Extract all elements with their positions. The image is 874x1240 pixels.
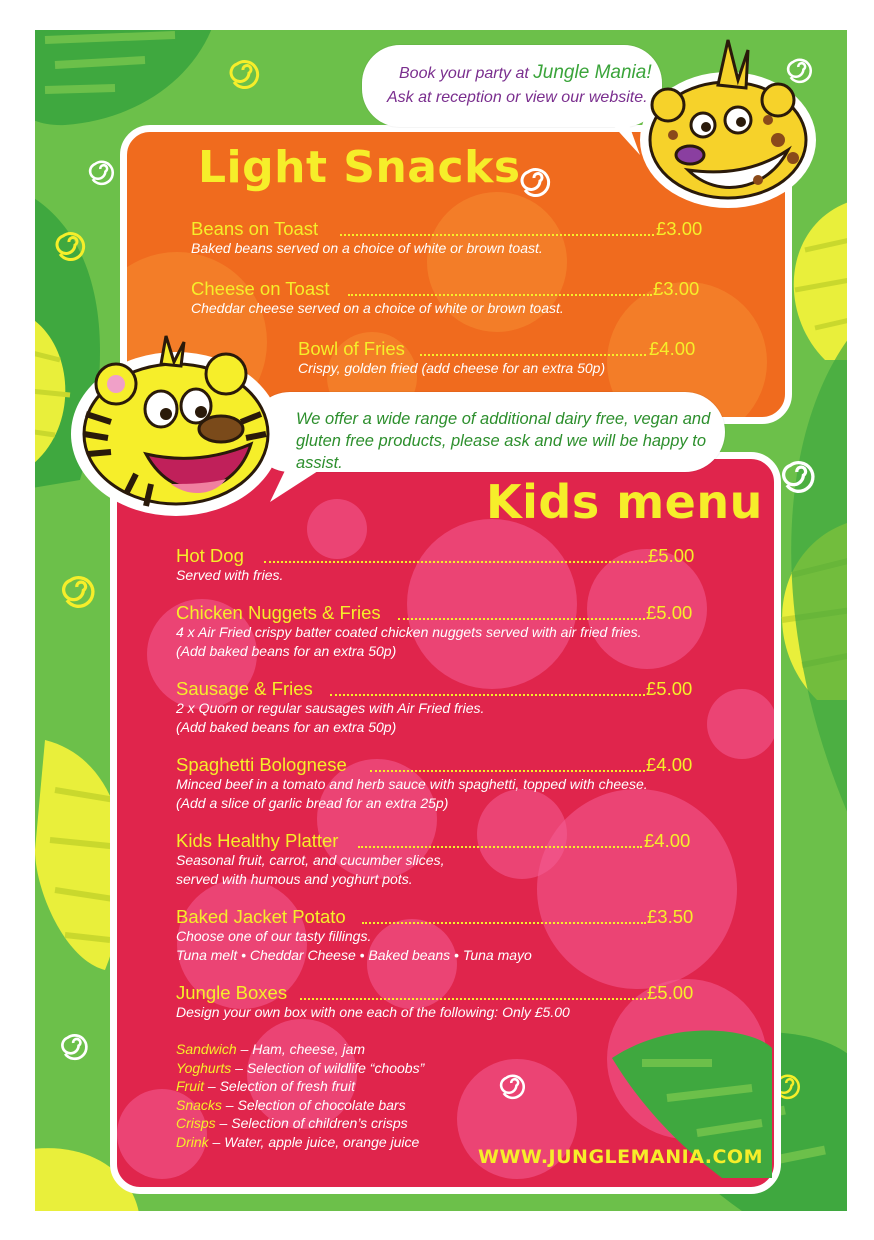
- menu-item-name: Kids Healthy Platter: [176, 830, 339, 851]
- dotted-leader: [330, 694, 645, 696]
- menu-item-description: Design your own box with one each of the following: Only £5.00: [176, 1004, 570, 1020]
- kids-menu-title: Kids menu: [486, 475, 763, 529]
- box-option-value: – Selection of chocolate bars: [221, 1097, 406, 1113]
- box-option-yoghurts: [176, 1059, 424, 1078]
- box-option-fruit: [176, 1077, 355, 1096]
- monstera-leaf-top-left: [35, 30, 225, 130]
- box-option-crisps: [176, 1114, 408, 1133]
- swirl-icon: [57, 565, 101, 609]
- menu-item-fillings: Tuna melt • Cheddar Cheese • Baked beans • Tuna mayo: [176, 947, 532, 963]
- menu-item-name: Chicken Nuggets & Fries: [176, 602, 381, 623]
- dotted-leader: [358, 846, 642, 848]
- menu-item-price: £5.00: [646, 602, 693, 623]
- swirl-icon: [516, 158, 556, 198]
- box-option-sandwich: [176, 1040, 365, 1059]
- menu-item-description: Served with fries.: [176, 567, 284, 583]
- swirl-icon: [225, 50, 265, 90]
- menu-item-name: Spaghetti Bolognese: [176, 754, 347, 775]
- swirl-icon: [57, 1025, 93, 1061]
- box-option-value: – Selection of children’s crisps: [215, 1115, 408, 1131]
- menu-item-name: Sausage & Fries: [176, 678, 313, 699]
- menu-item-description: Baked beans served on a choice of white or brown toast.: [191, 240, 543, 256]
- menu-item-price: £5.00: [646, 678, 693, 699]
- dotted-leader: [348, 294, 652, 296]
- website-link[interactable]: WWW.JUNGLEMANIA.COM: [478, 1146, 763, 1168]
- menu-item-note: (Add a slice of garlic bread for an extra 25p): [176, 795, 449, 811]
- party-booking-line-2: Ask at reception or view our website.: [387, 89, 648, 106]
- box-option-key: Fruit: [176, 1078, 204, 1094]
- dotted-leader: [362, 922, 646, 924]
- menu-item-price: £5.00: [647, 982, 694, 1003]
- menu-item-price: £4.00: [646, 754, 693, 775]
- party-booking-line-1: [399, 62, 652, 84]
- dietary-info-text: We offer a wide range of additional dairy free, vegan and gluten free products, please ask and we will be happy to assist.: [296, 410, 711, 472]
- party-booking-prefix: Book your party at: [399, 65, 534, 82]
- box-option-value: – Ham, cheese, jam: [236, 1041, 366, 1057]
- dotted-leader: [264, 561, 647, 563]
- light-snacks-title: Light Snacks: [198, 142, 521, 193]
- menu-item-price: £3.00: [656, 218, 703, 239]
- swirl-icon: [51, 222, 91, 262]
- swirl-icon: [85, 152, 119, 186]
- menu-item-note: served with humous and yoghurt pots.: [176, 871, 413, 887]
- menu-item-note: (Add baked beans for an extra 50p): [176, 719, 397, 735]
- swirl-icon: [777, 450, 821, 494]
- box-option-value: – Selection of fresh fruit: [204, 1078, 355, 1094]
- dotted-leader: [340, 234, 654, 236]
- box-option-key: Sandwich: [176, 1041, 237, 1057]
- menu-item-name: Jungle Boxes: [176, 982, 288, 1003]
- dotted-leader: [300, 998, 646, 1000]
- menu-item-description: Crispy, golden fried (add cheese for an extra 50p): [298, 360, 606, 376]
- menu-item-description: 4 x Air Fried crispy batter coated chicken nuggets served with air fried fries.: [176, 624, 642, 640]
- menu-item-name: Cheese on Toast: [191, 278, 330, 299]
- leopard-mascot-icon: [628, 30, 833, 215]
- brand-name: Jungle Mania!: [533, 62, 652, 83]
- menu-item-price: £3.50: [647, 906, 694, 927]
- menu-item-note: (Add baked beans for an extra 50p): [176, 643, 397, 659]
- menu-item-description: Seasonal fruit, carrot, and cucumber slices,: [176, 852, 445, 868]
- box-option-key: Yoghurts: [176, 1060, 232, 1076]
- menu-item-description: 2 x Quorn or regular sausages with Air Fried fries.: [176, 700, 485, 716]
- menu-item-name: Hot Dog: [176, 545, 244, 566]
- menu-item-price: £3.00: [653, 278, 700, 299]
- menu-item-name: Beans on Toast: [191, 218, 319, 239]
- menu-item-description: Cheddar cheese served on a choice of white or brown toast.: [191, 300, 564, 316]
- dotted-leader: [420, 354, 646, 356]
- box-option-value: – Water, apple juice, orange juice: [208, 1134, 420, 1150]
- box-option-value: – Selection of wildlife “choobs”: [231, 1060, 425, 1076]
- box-option-key: Snacks: [176, 1097, 222, 1113]
- menu-item-price: £5.00: [648, 545, 695, 566]
- menu-item-description: Choose one of our tasty fillings.: [176, 928, 372, 944]
- menu-item-price: £4.00: [649, 338, 696, 359]
- menu-item-price: £4.00: [644, 830, 691, 851]
- dotted-leader: [370, 770, 645, 772]
- menu-item-name: Bowl of Fries: [298, 338, 405, 359]
- menu-item-name: Baked Jacket Potato: [176, 906, 346, 927]
- dotted-leader: [398, 618, 645, 620]
- swirl-icon: [496, 1066, 530, 1100]
- box-option-key: Drink: [176, 1134, 209, 1150]
- box-option-drink: [176, 1133, 419, 1152]
- box-option-snacks: [176, 1096, 406, 1115]
- menu-item-description: Minced beef in a tomato and herb sauce with spaghetti, topped with cheese.: [176, 776, 648, 792]
- box-option-key: Crisps: [176, 1115, 216, 1131]
- tiger-mascot-icon: [66, 334, 296, 524]
